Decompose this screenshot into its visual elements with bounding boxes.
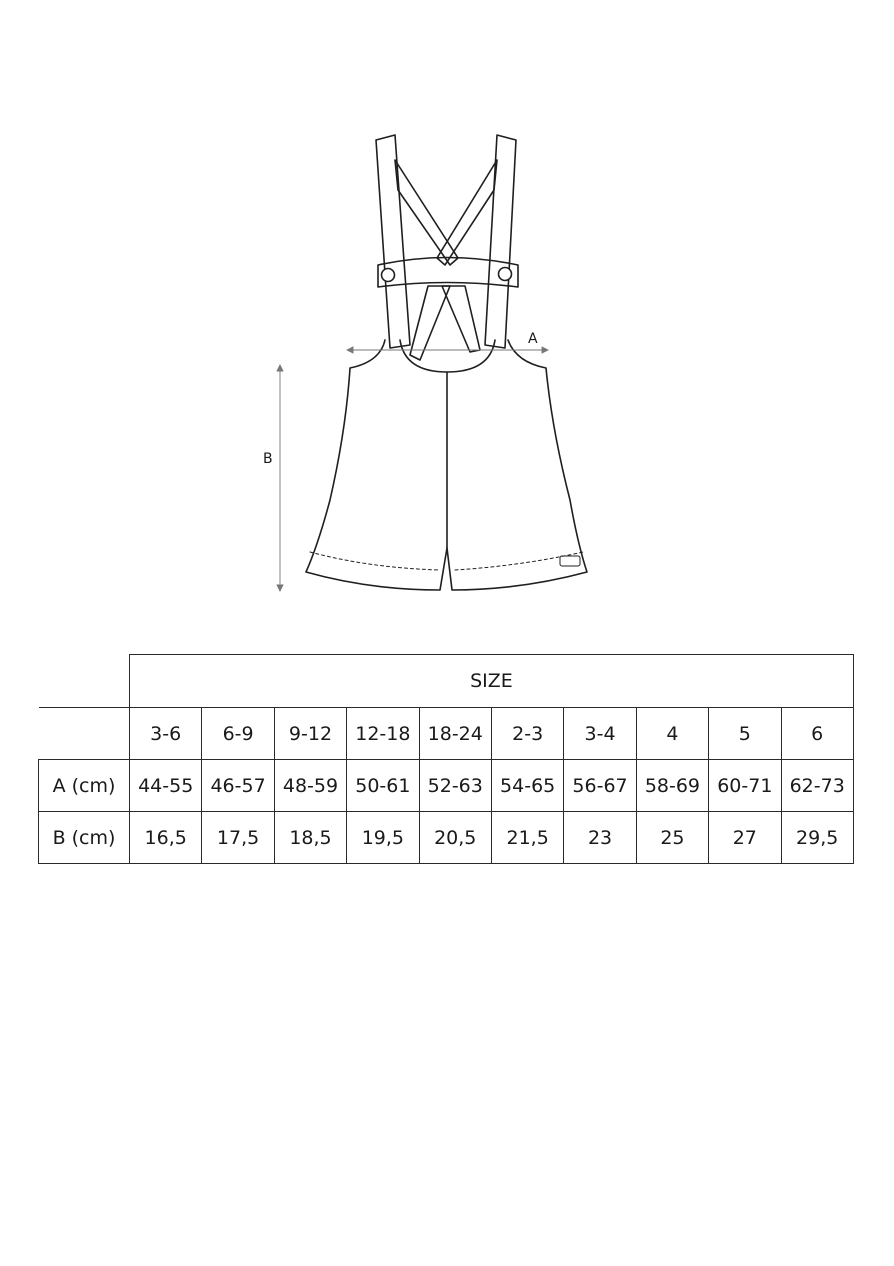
table-row-header [39,655,854,708]
left-strap [376,135,410,348]
value-cell: 62-73 [781,760,853,812]
size-cell: 9-12 [274,708,346,760]
value-cell: 16,5 [130,812,202,864]
size-header: SIZE [130,655,854,708]
table-row-a [39,760,854,812]
cross-strap-1 [395,160,458,265]
value-cell: 48-59 [274,760,346,812]
value-cell: 58-69 [636,760,708,812]
value-cell: 44-55 [130,760,202,812]
row-label: B (cm) [39,812,130,864]
value-cell: 19,5 [347,812,419,864]
value-cell: 52-63 [419,760,491,812]
size-cell: 2-3 [491,708,563,760]
size-cell: 12-18 [347,708,419,760]
value-cell: 25 [636,812,708,864]
overalls-diagram [0,0,894,620]
left-button-icon [382,269,395,282]
value-cell: 23 [564,812,636,864]
value-cell: 17,5 [202,812,274,864]
value-cell: 60-71 [709,760,781,812]
table-row-sizes [39,708,854,760]
value-cell: 20,5 [419,812,491,864]
label-a: A [528,331,538,347]
label-b: B [263,451,273,467]
size-cell: 6 [781,708,853,760]
value-cell: 50-61 [347,760,419,812]
size-cell: 3-4 [564,708,636,760]
size-cell: 3-6 [130,708,202,760]
value-cell: 56-67 [564,760,636,812]
right-button-icon [499,268,512,281]
size-chart-table [38,654,854,864]
value-cell: 21,5 [491,812,563,864]
value-cell: 18,5 [274,812,346,864]
value-cell: 29,5 [781,812,853,864]
cross-strap-2 [437,160,497,265]
size-cell: 6-9 [202,708,274,760]
value-cell: 46-57 [202,760,274,812]
right-strap [485,135,516,348]
bib [400,340,495,372]
size-cell: 18-24 [419,708,491,760]
table-row-b [39,812,854,864]
row-label: A (cm) [39,760,130,812]
size-cell: 4 [636,708,708,760]
value-cell: 27 [709,812,781,864]
value-cell: 54-65 [491,760,563,812]
size-cell: 5 [709,708,781,760]
